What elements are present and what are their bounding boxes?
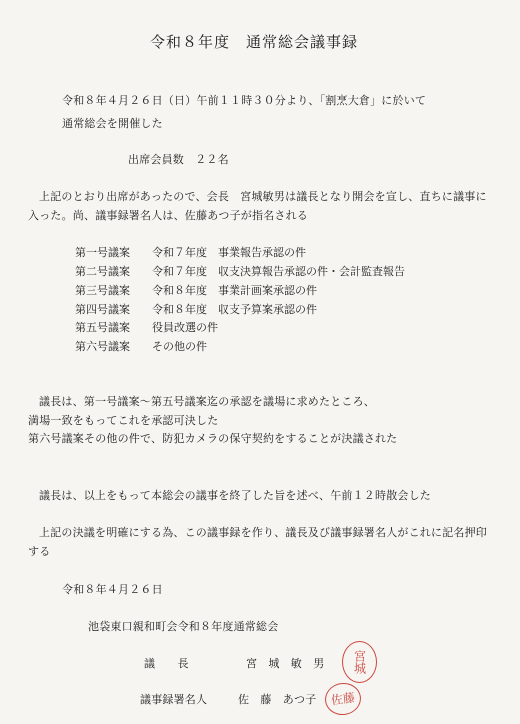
secretary-seal-text: 佐藤 (330, 690, 356, 708)
agenda-number: 第三号議案 (75, 284, 130, 297)
agenda-number: 第四号議案 (75, 303, 130, 316)
agenda-text: 令和８年度 事業計画案承認の件 (152, 284, 317, 297)
chair-name: 宮 城 敏 男 (246, 657, 325, 670)
opening-line-2: 通常総会を開催した (62, 117, 163, 130)
closing-line: 議長は、以上をもって本総会の議事を終了した旨を述べ、午前１２時散会した (39, 489, 431, 502)
chair-line-2: 入った。尚、議事録署名人は、佐藤あつ子が指名される (28, 209, 308, 222)
signing-date: 令和８年４月２６日 (62, 583, 163, 596)
secretary-role: 議事録署名人 (140, 693, 208, 706)
agenda-number: 第六号議案 (75, 340, 130, 353)
attendance-count: 出席会員数 ２２名 (128, 153, 229, 166)
secretary-seal (323, 681, 363, 718)
result-line-2: 満場一致をもってこれを承認可決した (28, 414, 219, 427)
chair-role: 議 長 (144, 657, 189, 670)
secretary-name: 佐 藤 あつ子 (238, 693, 317, 706)
result-line-1: 議長は、第一号議案～第五号議案迄の承認を議場に求めたところ、 (39, 395, 375, 408)
result-line-3: 第六号議案その他の件で、防犯カメラの保守契約をすることが決議された (28, 432, 398, 445)
organization-name: 池袋東口親和町会令和８年度通常総会 (88, 620, 279, 633)
agenda-number: 第一号議案 (75, 246, 130, 259)
chair-line-1: 上記のとおり出席があったので、会長 宮城敏男は議長となり開会を宣し、直ちに議事に (39, 190, 487, 203)
chair-seal-text: 宮城 (352, 650, 367, 674)
attest-line-1: 上記の決議を明確にする為、この議事録を作り、議長及び議事録署名人がこれに記名押印 (39, 526, 487, 539)
agenda-text: 令和８年度 収支予算案承認の件 (152, 303, 317, 316)
chair-seal (342, 641, 377, 683)
agenda-text: 令和７年度 収支決算報告承認の件・会計監査報告 (152, 265, 405, 278)
agenda-text: 役員改選の件 (152, 321, 218, 334)
agenda-text: 令和７年度 事業報告承認の件 (152, 246, 306, 259)
agenda-text: その他の件 (152, 340, 207, 353)
agenda-number: 第二号議案 (75, 265, 130, 278)
attest-line-2: する (28, 545, 51, 558)
document-title: 令和８年度 通常総会議事録 (150, 33, 359, 51)
agenda-number: 第五号議案 (75, 321, 130, 334)
opening-line-1: 令和８年４月２６日（日）午前１１時３０分より、「割烹大倉」に於いて (62, 94, 427, 107)
